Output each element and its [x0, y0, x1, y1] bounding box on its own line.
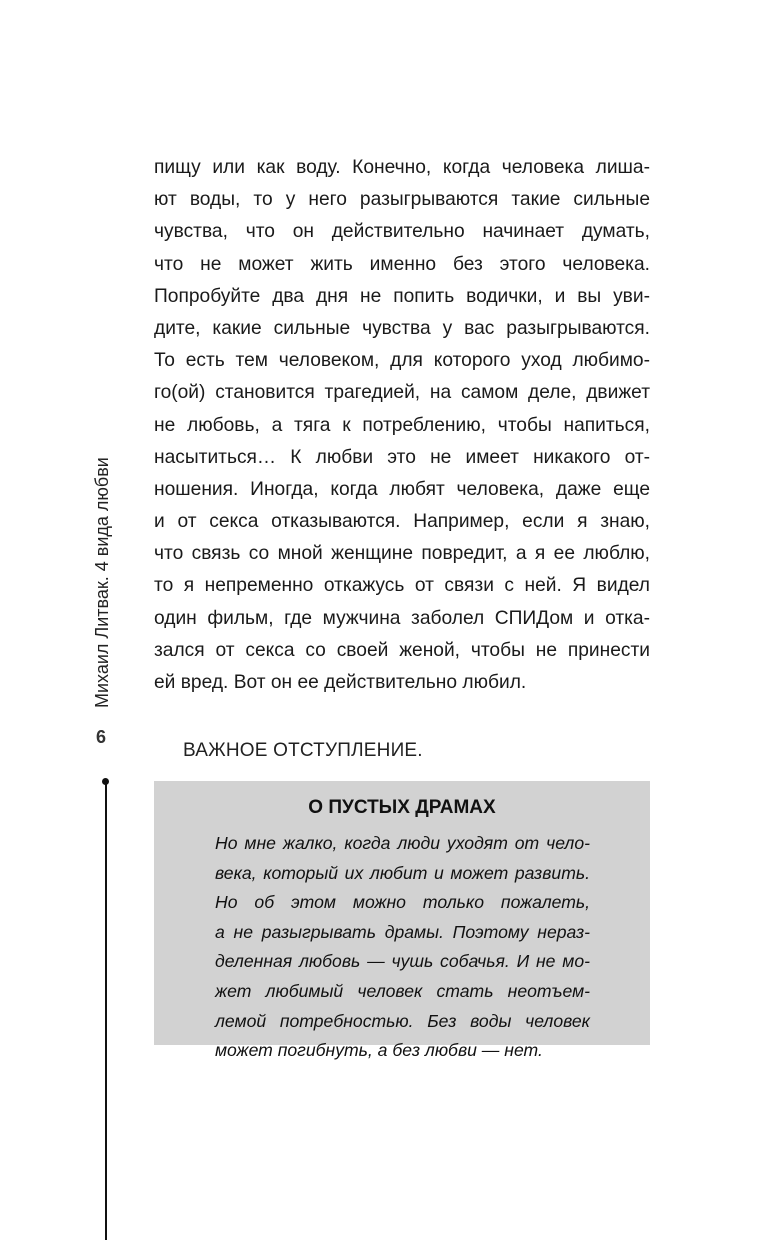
running-head: Михаил Литвак. 4 вида любви [92, 457, 112, 708]
aside-title: О ПУСТЫХ ДРАМАХ [308, 797, 496, 818]
body-line: не любовь, а тяга к потреблению, чтобы напиться, [154, 414, 650, 436]
body-line: Попробуйте два дня не попить водички, и вы уви- [154, 285, 650, 307]
body-line: пищу или как воду. Конечно, когда человека лиша- [154, 157, 650, 178]
body-line: один фильм, где мужчина заболел СПИДом и отка- [154, 607, 650, 629]
side-rule [105, 782, 107, 1240]
body-line: что не может жить именно без этого человека. [154, 253, 650, 275]
body-line: насытиться… К любви это не имеет никакого от- [154, 446, 650, 468]
page-number: 6 [96, 727, 107, 747]
aside-line: лемой потребностью. Без воды человек [215, 1010, 590, 1031]
body-line: то я непременно откажусь от связи с ней. Я видел [154, 575, 650, 597]
body-paragraph [154, 152, 650, 699]
body-line: ей вред. Вот он ее действительно любил. [154, 672, 527, 693]
body-line: зался от секса со своей женой, чтобы не принести [154, 639, 650, 661]
aside-line: может погибнуть, а без любви — нет. [215, 1040, 543, 1061]
body-line: ют воды, то у него разыгрываются такие сильные [154, 189, 650, 211]
aside-text [215, 829, 590, 1066]
body-line: что связь со мной женщине повредит, а я ее люблю, [154, 543, 650, 565]
aside-line: деленная любовь — чушь собачья. И не мо- [215, 951, 590, 972]
body-line: ношения. Иногда, когда любят человека, даже еще [154, 478, 650, 500]
body-line: То есть тем человеком, для которого уход любимо- [154, 350, 650, 372]
body-line: дите, какие сильные чувства у вас разыгрываются. [154, 317, 650, 339]
body-line: чувства, что он действительно начинает думать, [154, 221, 650, 243]
body-line: го(ой) становится трагедией, на самом деле, движет [154, 382, 650, 404]
aside-line: Но мне жалко, когда люди уходят от чело- [215, 833, 590, 853]
section-label: ВАЖНОЕ ОТСТУПЛЕНИЕ. [183, 740, 423, 761]
aside-line: века, который их любит и может развить. [215, 862, 590, 883]
aside-line: а не разыгрывать драмы. Поэтому нераз- [215, 921, 590, 942]
aside-line: Но об этом можно только пожалеть, [215, 892, 590, 913]
aside-box [154, 781, 650, 1061]
aside-line: жет любимый человек стать неотъем- [215, 980, 590, 1001]
body-line: и от секса отказываются. Например, если я знаю, [154, 511, 650, 533]
